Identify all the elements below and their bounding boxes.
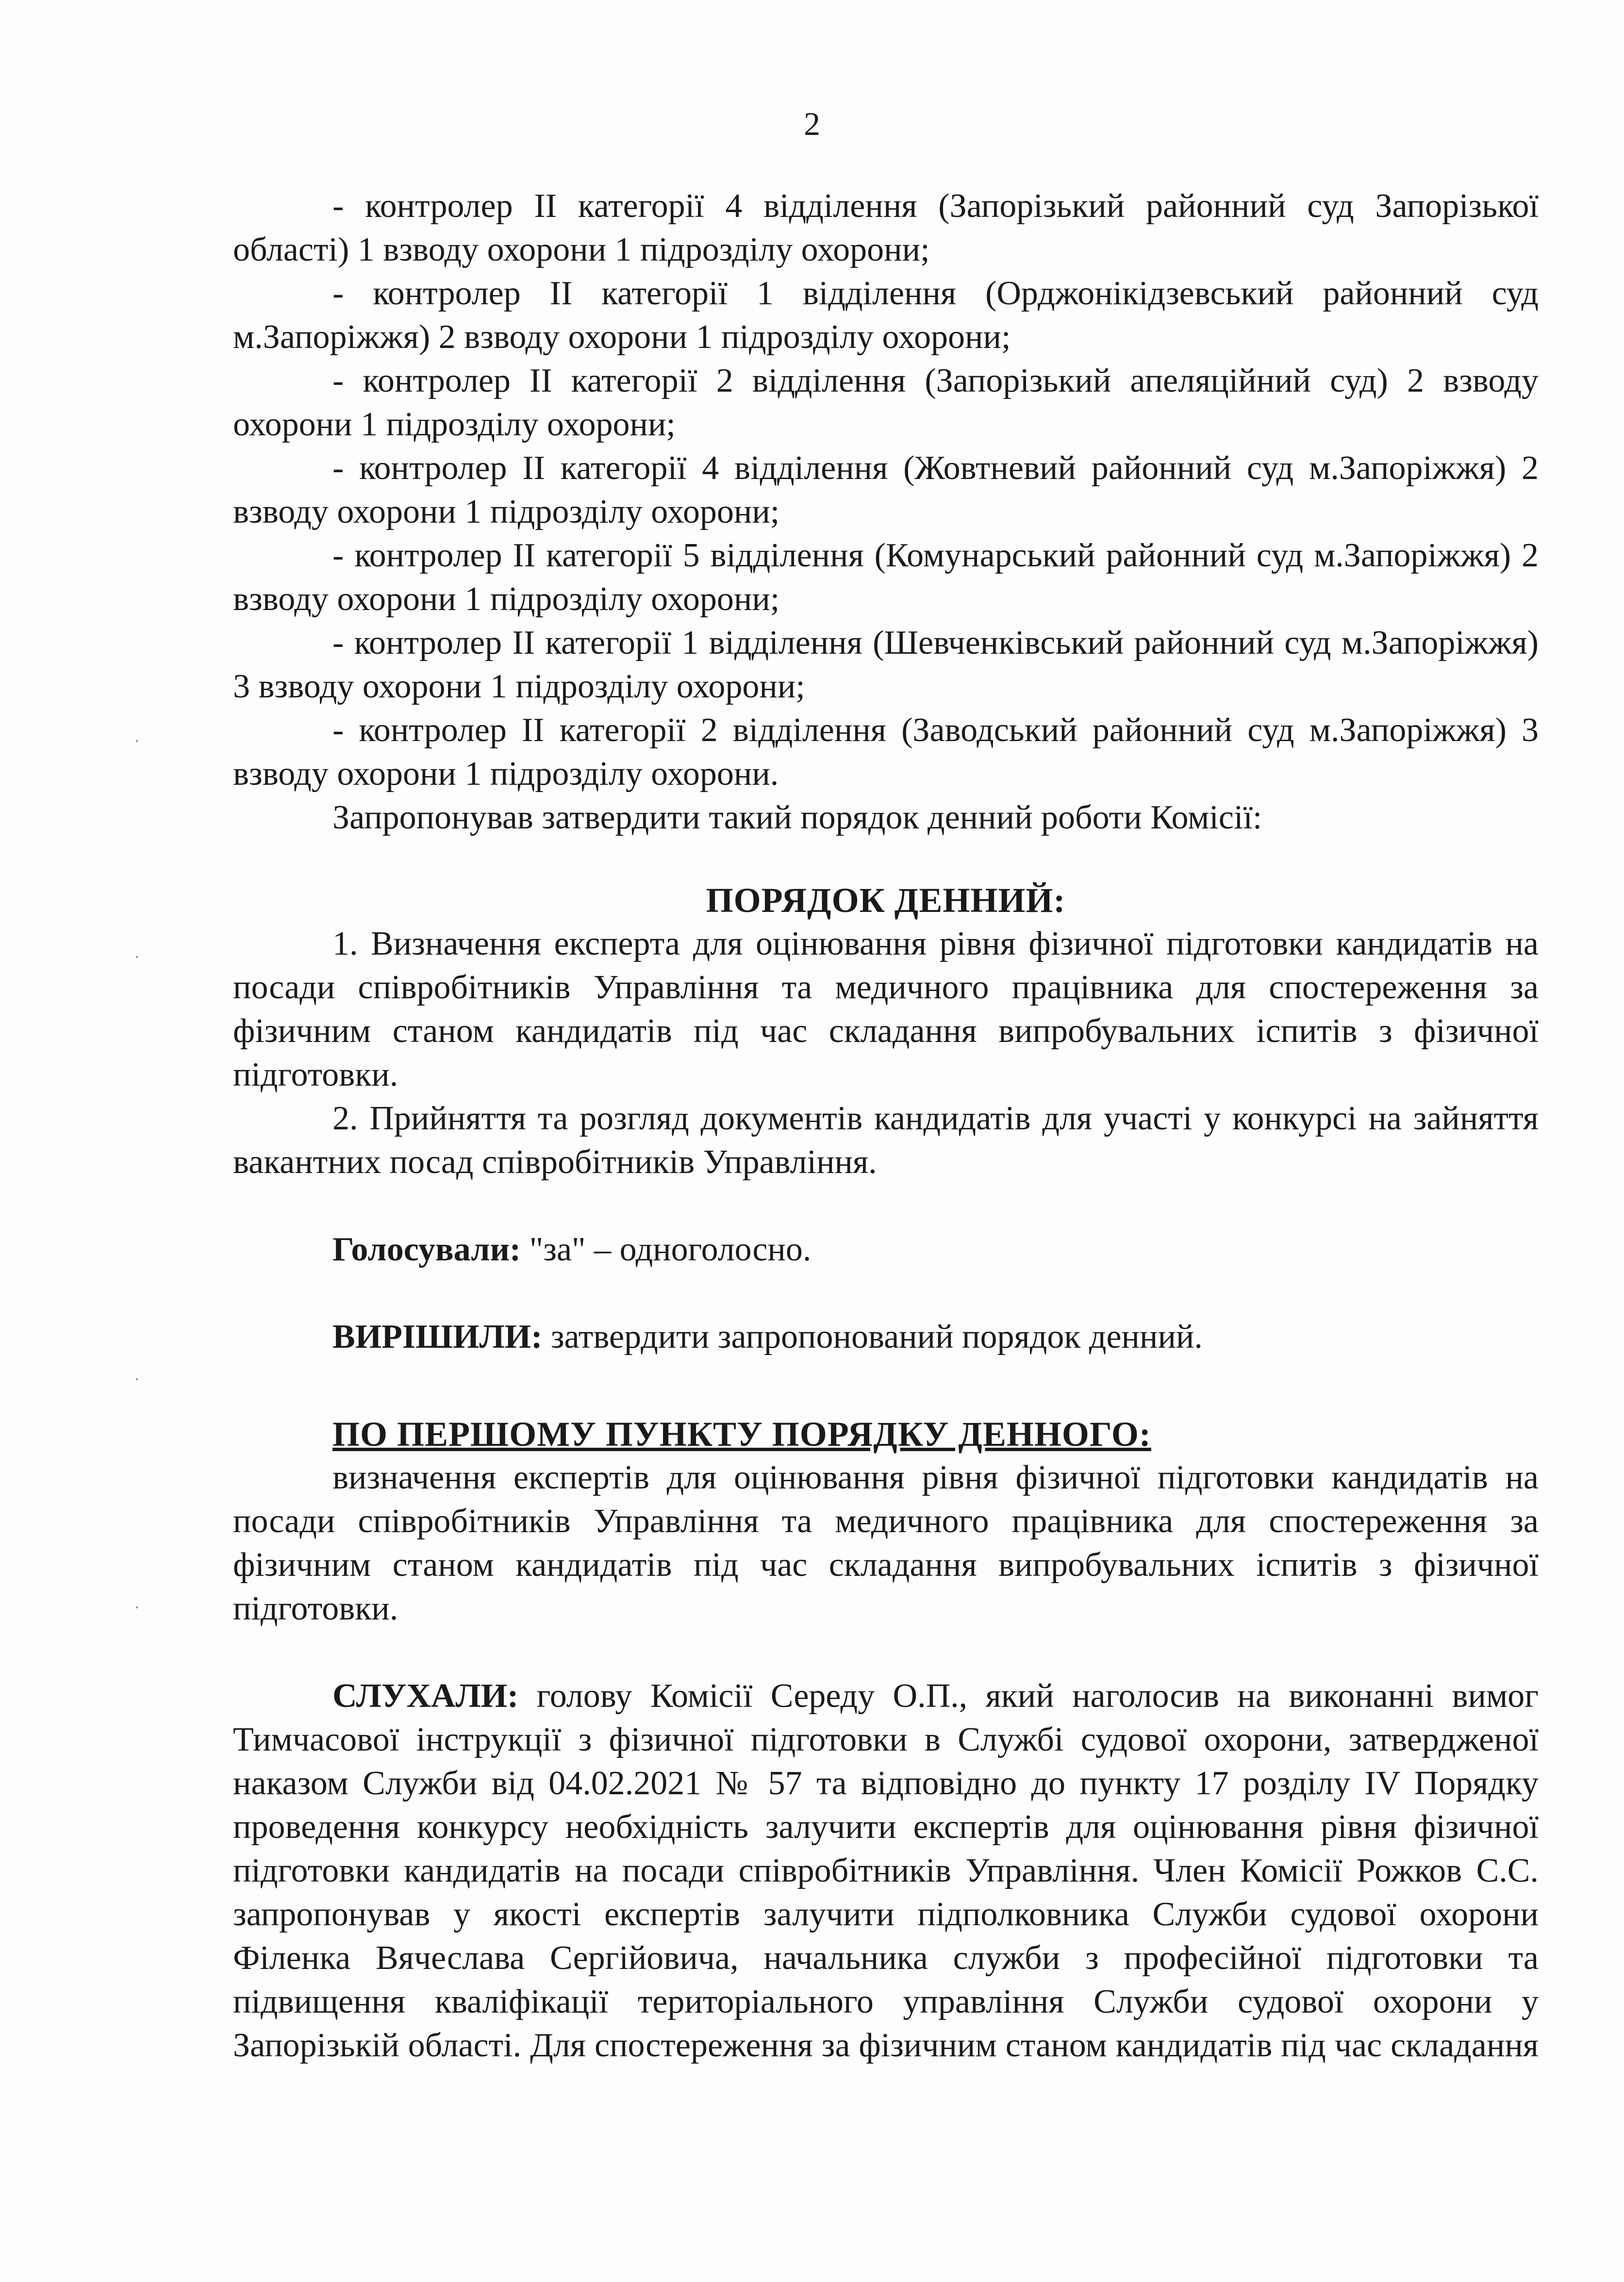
first-item-paragraph: визначення експертів для оцінювання рівня фізичної підготовки кандидатів на посади співробітників Управління та медичного працівника для спостереження за фізичним станом кандидатів під час складання випробувальних іспитів з фізичної підготовки. <box>233 1459 1539 1627</box>
list-item: - контролер ІІ категорії 4 відділення (Жовтневий районний суд м.Запоріжжя) 2 взводу охорони 1 підрозділу охорони; <box>233 449 1539 530</box>
scan-mark <box>136 1378 138 1380</box>
list-item: - контролер ІІ категорії 1 відділення (Шевченківський районний суд м.Запоріжжя) 3 взводу охорони 1 підрозділу охорони; <box>233 624 1539 705</box>
document-body <box>233 184 1539 2067</box>
list-item: - контролер ІІ категорії 2 відділення (Заводський районний суд м.Запоріжжя) 3 взводу охорони 1 підрозділу охорони. <box>233 711 1539 793</box>
scan-mark <box>136 740 138 742</box>
decision-label: ВИРІШИЛИ: <box>332 1318 543 1356</box>
heard-paragraph <box>233 1674 1539 2067</box>
scan-mark <box>136 1606 138 1608</box>
list-item: - контролер ІІ категорії 5 відділення (Комунарський районний суд м.Запоріжжя) 2 взводу охорони 1 підрозділу охорони; <box>233 537 1539 618</box>
heard-label: СЛУХАЛИ: <box>332 1677 519 1715</box>
agenda-heading: ПОРЯДОК ДЕННИЙ: <box>706 881 1066 920</box>
vote-paragraph <box>233 1228 1539 1272</box>
list-item: - контролер ІІ категорії 1 відділення (Орджонікідзевський районний суд м.Запоріжжя) 2 взводу охорони 1 підрозділу охорони; <box>233 275 1539 356</box>
vote-text: "за" – одноголосно. <box>529 1231 812 1268</box>
page-number: 2 <box>804 105 820 142</box>
vote-label: Голосували: <box>332 1231 521 1268</box>
decision-text: затвердити запропонований порядок денний. <box>550 1318 1203 1356</box>
list-item: - контролер ІІ категорії 4 відділення (Запорізький районний суд Запорізької області) 1 взводу охорони 1 підрозділу охорони; <box>233 187 1539 268</box>
decision-paragraph <box>233 1315 1539 1359</box>
agenda-item: 2. Прийняття та розгляд документів кандидатів для участі у конкурсі на зайняття вакантних посад співробітників Управління. <box>233 1100 1539 1181</box>
scan-mark <box>136 956 138 958</box>
heard-text: голову Комісії Середу О.П., який наголосив на виконанні вимог Тимчасової інструкції з фізичної підготовки в Службі судової охорони, затвердженої наказом Служби від 04.02.2021 № 57 та відповідно до пункту 17 розділу IV Порядку проведення конкурсу необхідність залучити експертів для оцінювання рівня фізичної підготовки кандидатів на посади співробітників Управління. Член Комісії Рожков С.С. запропонував у якості експертів залучити підполковника Служби судової охорони Філенка Вячеслава Сергійовича, начальника служби з професійної підготовки та підвищення кваліфікації територіального управління Служби судової охорони у Запорізькій області. Для спостереження за фізичним станом кандидатів під час складання <box>233 1677 1539 2064</box>
proposal-paragraph: Запропонував затвердити такий порядок денний роботи Комісії: <box>332 799 1262 836</box>
list-item: - контролер ІІ категорії 2 відділення (Запорізький апеляційний суд) 2 взводу охорони 1 підрозділу охорони; <box>233 362 1539 443</box>
first-item-heading: ПО ПЕРШОМУ ПУНКТУ ПОРЯДКУ ДЕННОГО: <box>332 1415 1151 1454</box>
agenda-item: 1. Визначення експерта для оцінювання рівня фізичної підготовки кандидатів на посади співробітників Управління та медичного працівника для спостереження за фізичним станом кандидатів під час складання випробувальних іспитів з фізичної підготовки. <box>233 925 1539 1093</box>
